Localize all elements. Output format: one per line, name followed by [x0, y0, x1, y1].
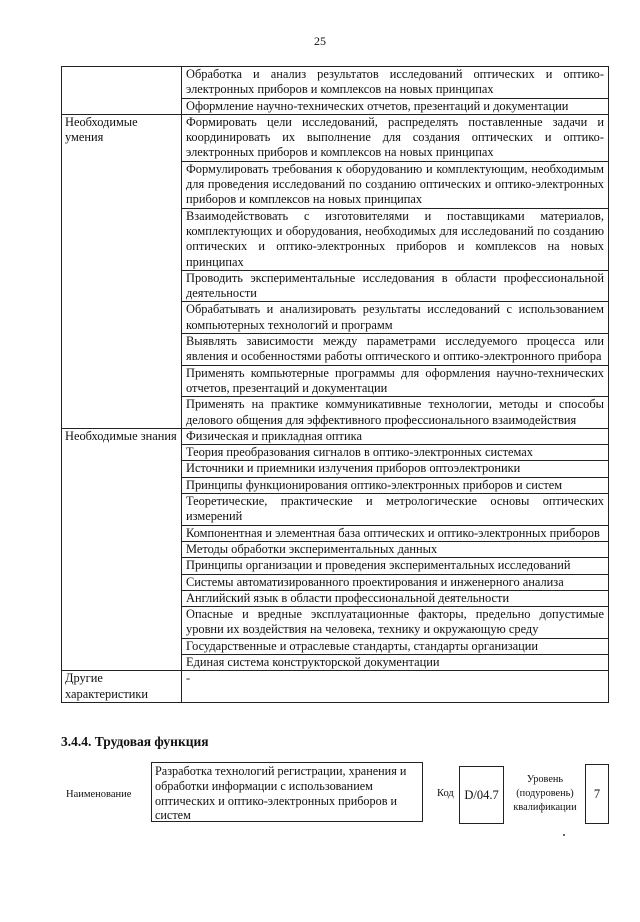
- requirement-item: Формулировать требования к оборудованию и комплектующим, необходимым для проведения исследований по созданию оптических и оптико-электронных приборов и комплексов на новых принципах: [182, 161, 609, 208]
- requirement-item: -: [182, 671, 609, 703]
- qualification-level-label: Уровень (подуровень) квалификации: [513, 774, 577, 813]
- function-code-label: Код: [437, 788, 454, 799]
- requirement-item: Проводить экспериментальные исследования в области профессиональной деятельности: [182, 270, 609, 302]
- row-group-label: Другие характеристики: [62, 671, 182, 703]
- requirement-item: Методы обработки экспериментальных данных: [182, 541, 609, 557]
- requirement-item: Принципы функционирования оптико-электронных приборов и систем: [182, 477, 609, 493]
- requirement-item: Единая система конструкторской документации: [182, 654, 609, 670]
- requirement-item: Опасные и вредные эксплуатационные факторы, предельно допустимые уровни их воздействия на человека, технику и окружающую среду: [182, 607, 609, 639]
- qualification-level-value: 7: [585, 764, 609, 824]
- table-row: [62, 114, 609, 161]
- table-row: [62, 67, 609, 99]
- page-number: 25: [314, 34, 326, 48]
- requirement-item: Государственные и отраслевые стандарты, стандарты организации: [182, 638, 609, 654]
- requirement-item: Обработка и анализ результатов исследований оптических и оптико-электронных приборов и комплексов на новых принципах: [182, 67, 609, 99]
- row-group-label: [62, 67, 182, 115]
- requirement-item: Теория преобразования сигналов в оптико-электронных системах: [182, 445, 609, 461]
- requirement-item: Принципы организации и проведения экспериментальных исследований: [182, 558, 609, 574]
- requirement-item: Взаимодействовать с изготовителями и поставщиками материалов, комплектующих и оборудования, необходимых для исследований по созданию оптических и оптико-электронных приборов и комплексов на новых принципах: [182, 208, 609, 270]
- requirement-item: Формировать цели исследований, распределять поставленные задачи и координировать их выполнение для создания оптических и оптико-электронных приборов и комплексов на новых принципах: [182, 114, 609, 161]
- requirement-item: Применять на практике коммуникативные технологии, методы и способы делового общения для эффективного профессионального взаимодействия: [182, 397, 609, 429]
- row-group-label: Необходимые умения: [62, 114, 182, 428]
- requirement-item: Теоретические, практические и метрологические основы оптических измерений: [182, 494, 609, 526]
- row-group-label: Необходимые знания: [62, 428, 182, 670]
- requirement-item: Применять компьютерные программы для оформления научно-технических отчетов, презентаций и документации: [182, 365, 609, 397]
- function-name-value: Разработка технологий регистрации, хранения и обработки информации с использованием оптических и оптико-электронных приборов и систем: [151, 762, 423, 822]
- requirement-item: Физическая и прикладная оптика: [182, 428, 609, 444]
- requirement-item: Системы автоматизированного проектирования и инженерного анализа: [182, 574, 609, 590]
- requirement-item: Обрабатывать и анализировать результаты исследований с использованием компьютерных технологий и программ: [182, 302, 609, 334]
- requirement-item: Источники и приемники излучения приборов оптоэлектроники: [182, 461, 609, 477]
- requirement-item: Английский язык в области профессиональной деятельности: [182, 590, 609, 606]
- requirement-item: Компонентная и элементная база оптических и оптико-электронных приборов: [182, 525, 609, 541]
- requirement-item: Оформление научно-технических отчетов, презентаций и документации: [182, 98, 609, 114]
- stray-mark: [563, 834, 565, 836]
- table-row: [62, 428, 609, 444]
- requirements-table: [61, 66, 609, 703]
- table-row: [62, 671, 609, 703]
- requirement-item: Выявлять зависимости между параметрами исследуемого процесса или явления и особенностями работы оптического и оптико-электронного прибора: [182, 334, 609, 366]
- function-name-label: Наименование: [66, 789, 132, 800]
- function-code-value: D/04.7: [459, 766, 504, 824]
- section-heading: 3.4.4. Трудовая функция: [61, 734, 209, 749]
